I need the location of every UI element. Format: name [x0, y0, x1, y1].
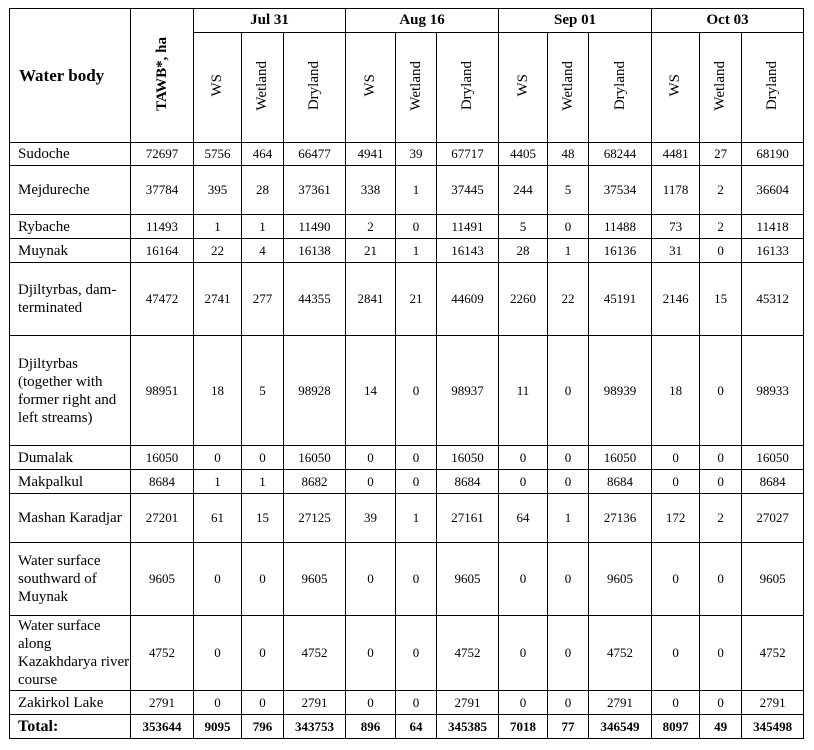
ws-cell: 5756 [194, 143, 242, 166]
dryland-cell: 27136 [589, 494, 652, 543]
dryland-cell: 16138 [284, 239, 346, 263]
tawb-cell: 16164 [131, 239, 194, 263]
table-row [10, 166, 804, 215]
water-body-name: Total: [10, 715, 131, 739]
ws-cell: 0 [499, 691, 548, 715]
ws-cell: 5 [499, 215, 548, 239]
ws-cell: 395 [194, 166, 242, 215]
dryland-cell: 44355 [284, 263, 346, 336]
wetland-cell: 0 [700, 336, 742, 446]
dryland-cell: 67717 [437, 143, 499, 166]
wetland-cell: 1 [548, 239, 589, 263]
ws-cell: 1 [194, 215, 242, 239]
subheader-label: WS [209, 74, 225, 97]
water-body-name: Water surface southward of Muynak [10, 543, 131, 616]
wetland-cell: 22 [548, 263, 589, 336]
subheader-ws [346, 33, 396, 143]
dryland-cell: 11488 [589, 215, 652, 239]
wetland-cell: 15 [700, 263, 742, 336]
subheader-label: Dryland [611, 60, 628, 111]
wetland-cell: 21 [396, 263, 437, 336]
ws-cell: 11 [499, 336, 548, 446]
dryland-cell: 16050 [284, 446, 346, 470]
wetland-cell: 0 [548, 691, 589, 715]
dryland-cell: 8684 [742, 470, 804, 494]
ws-cell: 0 [346, 543, 396, 616]
wetland-cell: 28 [242, 166, 284, 215]
wetland-cell: 277 [242, 263, 284, 336]
wetland-cell: 0 [700, 543, 742, 616]
ws-cell: 8097 [652, 715, 700, 739]
table-row [10, 691, 804, 715]
dryland-cell: 8682 [284, 470, 346, 494]
dryland-cell: 2791 [437, 691, 499, 715]
tawb-cell: 16050 [131, 446, 194, 470]
wetland-cell: 1 [242, 470, 284, 494]
tawb-cell: 9605 [131, 543, 194, 616]
wetland-cell: 0 [396, 470, 437, 494]
water-body-name: Makpalkul [10, 470, 131, 494]
table-row [10, 239, 804, 263]
table-row [10, 446, 804, 470]
dryland-cell: 44609 [437, 263, 499, 336]
table-row [10, 470, 804, 494]
table-row [10, 543, 804, 616]
tawb-cell: 47472 [131, 263, 194, 336]
dryland-cell: 16136 [589, 239, 652, 263]
ws-cell: 2146 [652, 263, 700, 336]
ws-cell: 0 [346, 446, 396, 470]
ws-cell: 1 [194, 470, 242, 494]
water-body-name: Zakirkol Lake [10, 691, 131, 715]
wetland-cell: 1 [396, 166, 437, 215]
dryland-cell: 27027 [742, 494, 804, 543]
dryland-cell: 37361 [284, 166, 346, 215]
wetland-cell: 0 [242, 446, 284, 470]
dryland-cell: 4752 [742, 616, 804, 691]
dryland-cell: 16050 [742, 446, 804, 470]
wetland-cell: 0 [700, 446, 742, 470]
water-body-name: Water surface along Kazakhdarya river course [10, 616, 131, 691]
dryland-cell: 98939 [589, 336, 652, 446]
dryland-cell: 4752 [589, 616, 652, 691]
ws-cell: 4941 [346, 143, 396, 166]
wetland-cell: 0 [396, 446, 437, 470]
subheader-ws [499, 33, 548, 143]
ws-cell: 18 [652, 336, 700, 446]
tawb-cell: 72697 [131, 143, 194, 166]
ws-cell: 0 [499, 543, 548, 616]
wetland-cell: 0 [548, 616, 589, 691]
wetland-cell: 0 [548, 215, 589, 239]
water-body-name: Rybache [10, 215, 131, 239]
ws-cell: 0 [499, 446, 548, 470]
subheader-label: Dryland [306, 60, 322, 111]
subheader-dryland [742, 33, 804, 143]
ws-cell: 21 [346, 239, 396, 263]
water-body-header: Water body [10, 9, 131, 143]
subheader-wetland [548, 33, 589, 143]
date-header-oct03: Oct 03 [652, 9, 804, 33]
wetland-cell: 0 [700, 691, 742, 715]
dryland-cell: 45312 [742, 263, 804, 336]
date-header-jul31: Jul 31 [194, 9, 346, 33]
wetland-cell: 0 [548, 446, 589, 470]
dryland-cell: 36604 [742, 166, 804, 215]
dryland-cell: 343753 [284, 715, 346, 739]
water-body-name: Djiltyrbas (together with former right and left streams) [10, 336, 131, 446]
ws-cell: 4405 [499, 143, 548, 166]
wetland-cell: 0 [396, 691, 437, 715]
total-row [10, 715, 804, 739]
dryland-cell: 345498 [742, 715, 804, 739]
ws-cell: 22 [194, 239, 242, 263]
subheader-label: WS [667, 74, 684, 97]
ws-cell: 14 [346, 336, 396, 446]
tawb-cell: 2791 [131, 691, 194, 715]
subheader-wetland [242, 33, 284, 143]
dryland-cell: 16050 [589, 446, 652, 470]
ws-cell: 0 [652, 691, 700, 715]
ws-cell: 1178 [652, 166, 700, 215]
tawb-cell: 98951 [131, 336, 194, 446]
wetland-cell: 0 [548, 470, 589, 494]
ws-cell: 2260 [499, 263, 548, 336]
subheader-wetland [700, 33, 742, 143]
wetland-cell: 0 [548, 336, 589, 446]
table-row [10, 143, 804, 166]
wetland-cell: 796 [242, 715, 284, 739]
ws-cell: 0 [652, 543, 700, 616]
dryland-cell: 9605 [284, 543, 346, 616]
subheader-label: Dryland [459, 60, 476, 111]
ws-cell: 73 [652, 215, 700, 239]
dryland-cell: 37534 [589, 166, 652, 215]
wetland-cell: 1 [396, 494, 437, 543]
dryland-cell: 345385 [437, 715, 499, 739]
ws-cell: 0 [346, 691, 396, 715]
ws-cell: 64 [499, 494, 548, 543]
ws-cell: 7018 [499, 715, 548, 739]
subheader-label: Wetland [559, 60, 576, 111]
ws-cell: 896 [346, 715, 396, 739]
subheader-label: WS [514, 74, 531, 97]
tawb-header-label: TAWB*, ha [153, 36, 170, 111]
wetland-cell: 77 [548, 715, 589, 739]
dryland-cell: 4752 [437, 616, 499, 691]
wetland-cell: 1 [242, 215, 284, 239]
dryland-cell: 2791 [589, 691, 652, 715]
subheader-ws [194, 33, 242, 143]
table-row [10, 616, 804, 691]
table-row [10, 263, 804, 336]
wetland-cell: 2 [700, 166, 742, 215]
ws-cell: 172 [652, 494, 700, 543]
dryland-cell: 4752 [284, 616, 346, 691]
dryland-cell: 8684 [437, 470, 499, 494]
subheader-label: WS [362, 74, 379, 97]
subheader-label: Wetland [254, 60, 270, 111]
ws-cell: 61 [194, 494, 242, 543]
tawb-cell: 37784 [131, 166, 194, 215]
ws-cell: 0 [652, 616, 700, 691]
subheader-wetland [396, 33, 437, 143]
dryland-cell: 2791 [742, 691, 804, 715]
ws-cell: 0 [194, 691, 242, 715]
date-header-sep01: Sep 01 [499, 9, 652, 33]
tawb-cell: 27201 [131, 494, 194, 543]
dryland-cell: 98928 [284, 336, 346, 446]
ws-cell: 28 [499, 239, 548, 263]
subheader-label: Dryland [764, 60, 781, 111]
dryland-cell: 98937 [437, 336, 499, 446]
water-body-name: Djiltyrbas, dam-terminated [10, 263, 131, 336]
table-row [10, 336, 804, 446]
ws-cell: 0 [346, 470, 396, 494]
ws-cell: 0 [194, 616, 242, 691]
ws-cell: 0 [652, 446, 700, 470]
ws-cell: 31 [652, 239, 700, 263]
dryland-cell: 11418 [742, 215, 804, 239]
table-row [10, 494, 804, 543]
ws-cell: 2 [346, 215, 396, 239]
wetland-cell: 49 [700, 715, 742, 739]
table-row [10, 215, 804, 239]
subheader-ws [652, 33, 700, 143]
wetland-cell: 39 [396, 143, 437, 166]
wetland-cell: 48 [548, 143, 589, 166]
dryland-cell: 9605 [589, 543, 652, 616]
dryland-cell: 37445 [437, 166, 499, 215]
wetland-cell: 0 [396, 336, 437, 446]
dryland-cell: 346549 [589, 715, 652, 739]
dryland-cell: 66477 [284, 143, 346, 166]
ws-cell: 0 [499, 470, 548, 494]
ws-cell: 0 [194, 446, 242, 470]
subheader-label: Wetland [407, 60, 424, 111]
wetland-cell: 0 [548, 543, 589, 616]
ws-cell: 39 [346, 494, 396, 543]
dryland-cell: 45191 [589, 263, 652, 336]
wetland-cell: 1 [396, 239, 437, 263]
date-header-aug16: Aug 16 [346, 9, 499, 33]
dryland-cell: 16133 [742, 239, 804, 263]
dryland-cell: 11491 [437, 215, 499, 239]
dryland-cell: 9605 [742, 543, 804, 616]
wetland-cell: 27 [700, 143, 742, 166]
table-body [10, 143, 804, 739]
dryland-cell: 11490 [284, 215, 346, 239]
subheader-dryland [589, 33, 652, 143]
wetland-cell: 4 [242, 239, 284, 263]
dryland-cell: 8684 [589, 470, 652, 494]
wetland-cell: 1 [548, 494, 589, 543]
wetland-cell: 0 [242, 616, 284, 691]
ws-cell: 0 [194, 543, 242, 616]
ws-cell: 2841 [346, 263, 396, 336]
ws-cell: 0 [652, 470, 700, 494]
wetland-cell: 5 [242, 336, 284, 446]
dryland-cell: 68244 [589, 143, 652, 166]
tawb-cell: 4752 [131, 616, 194, 691]
dryland-cell: 68190 [742, 143, 804, 166]
water-body-name: Mejdureche [10, 166, 131, 215]
dryland-cell: 2791 [284, 691, 346, 715]
tawb-cell: 8684 [131, 470, 194, 494]
wetland-cell: 0 [396, 543, 437, 616]
tawb-cell: 353644 [131, 715, 194, 739]
ws-cell: 2741 [194, 263, 242, 336]
wetland-cell: 0 [396, 616, 437, 691]
subheader-label: Wetland [712, 60, 729, 111]
subheader-dryland [284, 33, 346, 143]
wetland-cell: 0 [700, 470, 742, 494]
wetland-cell: 15 [242, 494, 284, 543]
dryland-cell: 98933 [742, 336, 804, 446]
ws-cell: 338 [346, 166, 396, 215]
dryland-cell: 27125 [284, 494, 346, 543]
wetland-cell: 464 [242, 143, 284, 166]
wetland-cell: 5 [548, 166, 589, 215]
water-body-name: Dumalak [10, 446, 131, 470]
wetland-cell: 0 [396, 215, 437, 239]
ws-cell: 0 [499, 616, 548, 691]
wetland-cell: 0 [242, 543, 284, 616]
wetland-cell: 0 [700, 239, 742, 263]
ws-cell: 9095 [194, 715, 242, 739]
wetland-cell: 64 [396, 715, 437, 739]
wetland-cell: 2 [700, 494, 742, 543]
water-body-name: Sudoche [10, 143, 131, 166]
ws-cell: 0 [346, 616, 396, 691]
dryland-cell: 9605 [437, 543, 499, 616]
tawb-header [131, 9, 194, 143]
ws-cell: 244 [499, 166, 548, 215]
dryland-cell: 16050 [437, 446, 499, 470]
dryland-cell: 16143 [437, 239, 499, 263]
dryland-cell: 27161 [437, 494, 499, 543]
wetland-cell: 0 [242, 691, 284, 715]
water-body-name: Muynak [10, 239, 131, 263]
water-body-table [9, 8, 804, 739]
ws-cell: 4481 [652, 143, 700, 166]
water-body-name: Mashan Karadjar [10, 494, 131, 543]
subheader-dryland [437, 33, 499, 143]
ws-cell: 18 [194, 336, 242, 446]
wetland-cell: 2 [700, 215, 742, 239]
wetland-cell: 0 [700, 616, 742, 691]
tawb-cell: 11493 [131, 215, 194, 239]
